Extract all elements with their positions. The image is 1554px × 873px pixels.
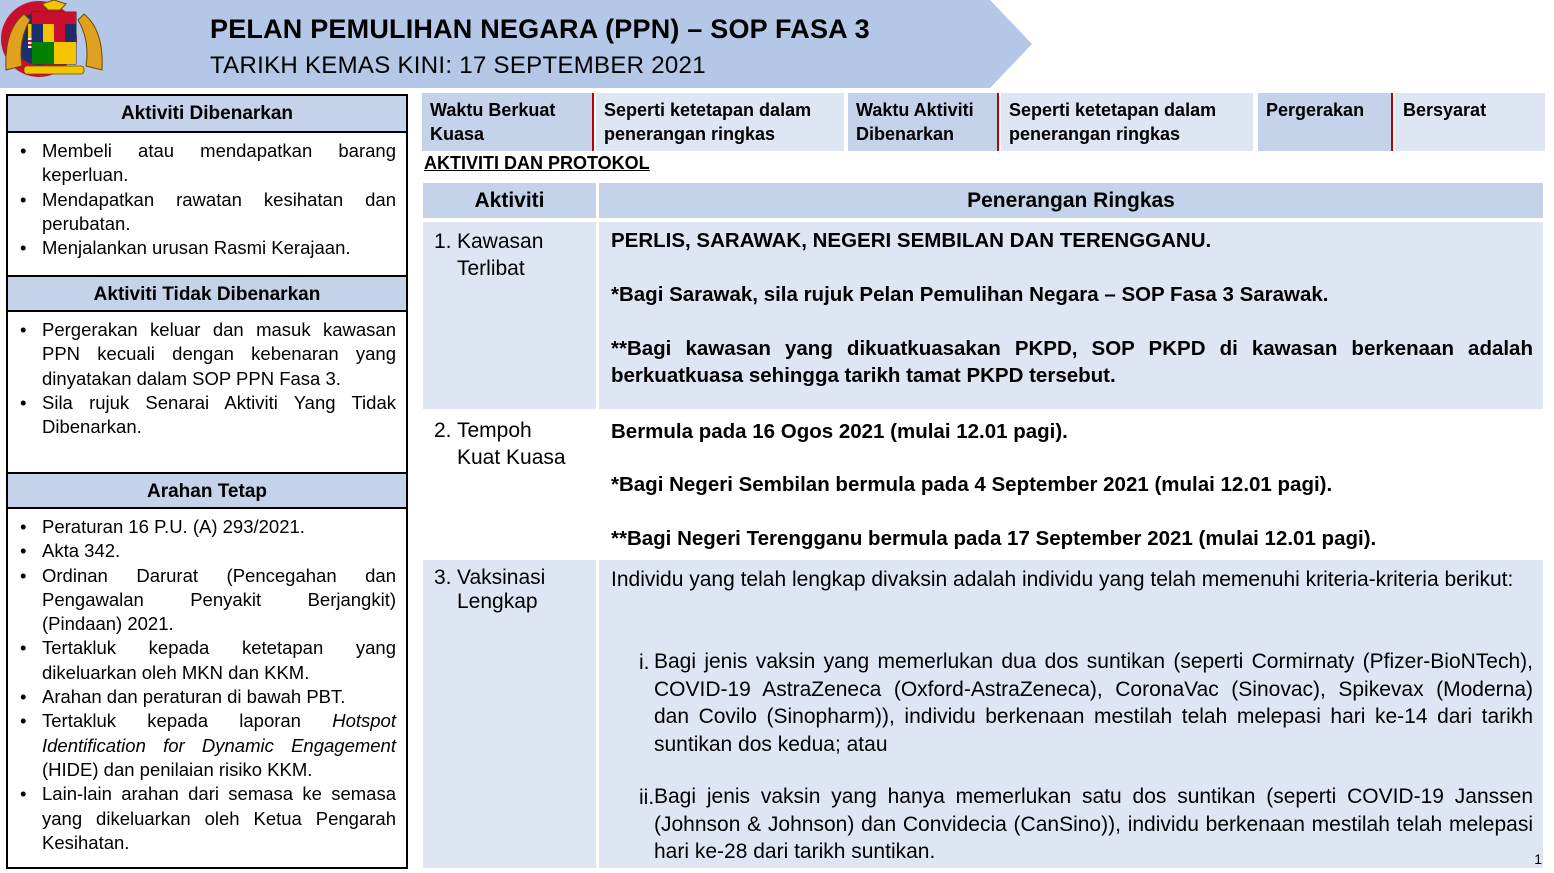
row-desc-para: Bermula pada 16 Ogos 2021 (mulai 12.01 pagi).: [611, 420, 1068, 443]
activity-time-label: Waktu Aktiviti Dibenarkan: [848, 93, 999, 151]
allowed-activities-heading: Aktiviti Dibenarkan: [8, 96, 406, 133]
list-item: • Peraturan 16 P.U. (A) 293/2021.: [18, 515, 396, 539]
row-desc-para: *Bagi Negeri Sembilan bermula pada 4 September 2021 (mulai 12.01 pagi).: [611, 473, 1333, 496]
movement-value: Bersyarat: [1395, 93, 1545, 151]
movement-label: Pergerakan: [1258, 93, 1393, 151]
header-banner: [0, 0, 1034, 88]
page-title: PELAN PEMULIHAN NEGARA (PPN) – SOP FASA 3: [210, 14, 870, 44]
hotspot-prefix: Tertakluk kepada laporan: [42, 710, 333, 732]
left-panel: [6, 94, 408, 869]
list-item: • Pergerakan keluar dan masuk kawasan PPN kecuali dengan kebenaran yang dinyatakan dalam SOP PPN Fasa 3.: [18, 318, 396, 391]
hotspot-italic: Hotspot Identification for Dynamic Engagement: [42, 710, 396, 756]
row-desc-para: *Bagi Sarawak, sila rujuk Pelan Pemulihan Negara – SOP Fasa 3 Sarawak.: [611, 283, 1329, 306]
list-item: • Membeli atau mendapatkan barang keperluan.: [18, 139, 396, 188]
enforcement-time-label: Waktu Berkuat Kuasa: [422, 93, 594, 151]
sub-item-marker: ii.: [639, 786, 655, 809]
not-allowed-activities-heading: Aktiviti Tidak Dibenarkan: [8, 275, 406, 312]
section-label: AKTIVITI DAN PROTOKOL: [424, 153, 650, 173]
sub-item-text: Bagi jenis vaksin yang hanya memerlukan satu dos suntikan (seperti COVID-19 Janssen (Johnson & Johnson) dan Convidecia (CanSino)), individu berkenaan mestilah telah melepasi hari ke-28 dari tarikh suntikan.: [654, 785, 1533, 863]
enforcement-time-value: Seperti ketetapan dalam penerangan ringkas: [596, 93, 844, 151]
not-allowed-activities-list: [8, 312, 406, 472]
hotspot-suffix: (HIDE) dan penilaian risiko KKM.: [42, 758, 313, 780]
row-desc-para: PERLIS, SARAWAK, NEGERI SEMBILAN DAN TERENGGANU.: [611, 229, 1212, 252]
list-item: • Tertakluk kepada ketetapan yang dikeluarkan oleh MKN dan KKM.: [18, 636, 396, 685]
list-item: • Menjalankan urusan Rasmi Kerajaan.: [18, 236, 396, 260]
column-header-description: Penerangan Ringkas: [599, 183, 1543, 218]
row-label-line2: Terlibat: [457, 257, 525, 280]
row-label-line1: Tempoh: [457, 419, 532, 442]
list-item: • Arahan dan peraturan di bawah PBT.: [18, 685, 396, 709]
list-item: • Lain-lain arahan dari semasa ke semasa yang dikeluarkan oleh Ketua Pengarah Kesihatan.: [18, 782, 396, 855]
update-date: TARIKH KEMAS KINI: 17 SEPTEMBER 2021: [210, 52, 706, 79]
row-number: 1.: [434, 230, 452, 253]
row-desc-para: **Bagi Negeri Terengganu bermula pada 17 September 2021 (mulai 12.01 pagi).: [611, 527, 1377, 550]
row-label-line2: Lengkap: [457, 590, 538, 613]
row-label-line1: Vaksinasi: [457, 566, 546, 589]
list-item: • Akta 342.: [18, 539, 396, 563]
standing-orders-heading: Arahan Tetap: [8, 472, 406, 509]
allowed-activities-list: [8, 133, 406, 275]
row-number: 3.: [434, 566, 452, 589]
list-item: • Mendapatkan rawatan kesihatan dan perubatan.: [18, 188, 396, 237]
coat-of-arms-logo: [0, 0, 108, 80]
column-header-activity: Aktiviti: [423, 183, 596, 218]
row-desc-para: **Bagi kawasan yang dikuatkuasakan PKPD, SOP PKPD di kawasan berkenaan adalah berkuatkuasa sehingga tarikh tamat PKPD tersebut.: [611, 337, 1533, 387]
row-desc-intro: Individu yang telah lengkap divaksin adalah individu yang telah memenuhi kriteria-kriteria berikut:: [611, 568, 1514, 591]
page-number: 1: [1534, 851, 1542, 867]
standing-orders-list: [8, 509, 406, 861]
activity-time-value: Seperti ketetapan dalam penerangan ringkas: [1001, 93, 1253, 151]
row-label-line2: Kuat Kuasa: [457, 446, 566, 469]
sub-item-text: Bagi jenis vaksin yang memerlukan dua dos suntikan (seperti Cormirnaty (Pfizer-BioNTech), COVID-19 AstraZeneca (Oxford-AstraZeneca), CoronaVac (Sinovac), Spikevax (Moderna) dan Covilo (Sinopharm)), individu berkenaan mestilah telah melepasi hari ke-14 dari tarikh suntikan dos kedua; atau: [654, 650, 1533, 756]
row-number: 2.: [434, 419, 452, 442]
sub-item-marker: i.: [639, 651, 650, 674]
list-item-hotspot: [18, 709, 396, 782]
row-label-line1: Kawasan: [457, 230, 544, 253]
list-item: • Sila rujuk Senarai Aktiviti Yang Tidak Dibenarkan.: [18, 391, 396, 440]
list-item: • Ordinan Darurat (Pencegahan dan Pengawalan Penyakit Berjangkit) (Pindaan) 2021.: [18, 564, 396, 637]
